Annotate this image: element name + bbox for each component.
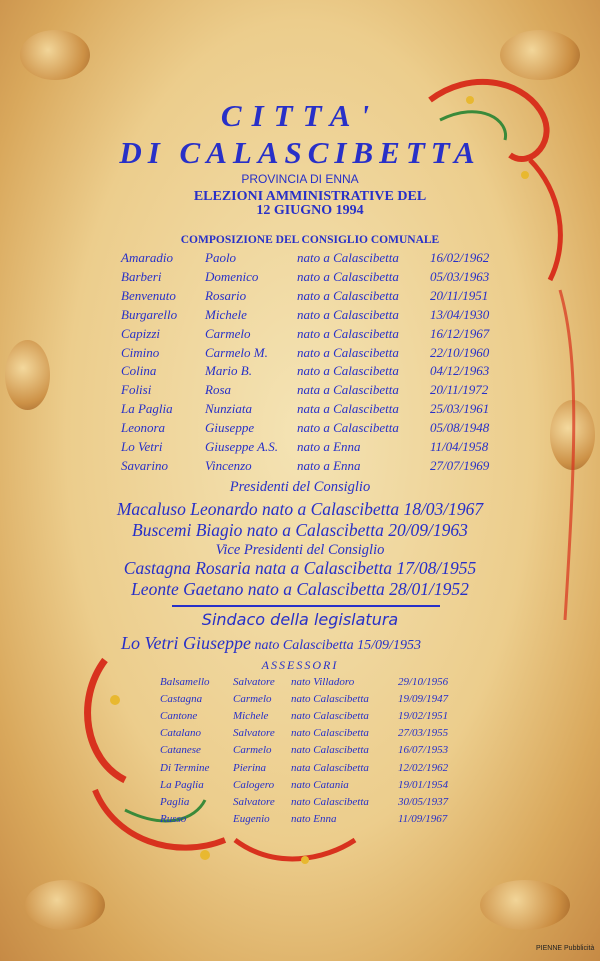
elections-line-2: 12 GIUGNO 1994 bbox=[256, 203, 364, 218]
elections-line-1: ELEZIONI AMMINISTRATIVE DEL bbox=[193, 189, 427, 204]
councillor-name: Paolo bbox=[205, 250, 237, 265]
scroll-curl-bottom-right bbox=[480, 880, 570, 930]
mayor-details: nato Calascibetta 15/09/1953 bbox=[251, 638, 421, 653]
elections-heading bbox=[0, 190, 600, 218]
assessore-birthdate: 11/09/1967 bbox=[398, 812, 448, 825]
assessore-birthplace: nato Calascibetta bbox=[291, 727, 369, 740]
councillor-birthdate: 25/03/1961 bbox=[430, 401, 490, 417]
councillor-birthplace: nato a Calascibetta bbox=[297, 268, 399, 284]
assessore-birthdate: 16/07/1953 bbox=[398, 744, 449, 757]
vice-president-entry: Castagna Rosaria nata a Calascibetta 17/08/1955 bbox=[123, 558, 477, 578]
assessore-name: Pierina bbox=[233, 761, 266, 774]
assessore-name: Eugenio bbox=[233, 812, 270, 825]
councillor-surname: Colina bbox=[121, 363, 157, 379]
councillor-surname: Amaradio bbox=[121, 250, 173, 265]
assessore-birthplace: nato Enna bbox=[291, 812, 337, 825]
councillor-birthdate: 11/04/1958 bbox=[430, 439, 489, 454]
assessore-birthdate: 30/05/1937 bbox=[398, 795, 449, 808]
councillor-name: Michele bbox=[205, 306, 247, 322]
assessore-birthplace: nato Calascibetta bbox=[291, 710, 369, 723]
councillor-birthplace: nata a Calascibetta bbox=[297, 401, 399, 417]
councillor-row bbox=[0, 250, 600, 269]
assessore-row bbox=[0, 676, 600, 693]
assessore-row bbox=[0, 710, 600, 727]
councillor-name: Carmelo bbox=[205, 325, 251, 341]
assessore-name: Salvatore bbox=[233, 795, 275, 808]
assessore-birthplace: nato Calascibetta bbox=[291, 744, 369, 757]
president-entry: Buscemi Biagio nato a Calascibetta 20/09/1963 bbox=[132, 520, 468, 540]
councillor-surname: Lo Vetri bbox=[121, 439, 163, 454]
councillor-birthplace: nato a Calascibetta bbox=[297, 420, 399, 436]
councillor-birthplace: nato a Calascibetta bbox=[297, 287, 399, 303]
councillor-surname: La Paglia bbox=[121, 401, 173, 417]
assessore-surname: Russo bbox=[160, 812, 187, 825]
councillor-name: Nunziata bbox=[205, 401, 252, 417]
assessore-row bbox=[0, 762, 600, 779]
councillor-birthplace: nato a Enna bbox=[297, 439, 361, 454]
councillor-name: Giuseppe bbox=[205, 420, 255, 436]
councillor-row bbox=[0, 382, 600, 401]
councillor-birthdate: 27/07/1969 bbox=[430, 457, 490, 473]
vice-presidents-heading: Vice Presidenti del Consiglio bbox=[215, 542, 385, 558]
councillor-name: Domenico bbox=[205, 268, 259, 284]
councillor-row bbox=[0, 288, 600, 307]
scroll-curl-top-left bbox=[20, 30, 90, 80]
title-line-2: DI CALASCIBETTA bbox=[119, 135, 481, 170]
assessore-birthdate: 19/09/1947 bbox=[398, 693, 449, 706]
councillor-birthdate: 20/11/1951 bbox=[430, 287, 489, 303]
assessore-row bbox=[0, 813, 600, 830]
councillor-birthplace: nato a Enna bbox=[297, 457, 361, 473]
councillor-birthplace: nato a Calascibetta bbox=[297, 344, 399, 360]
councillor-birthdate: 16/12/1967 bbox=[430, 325, 490, 341]
council-composition-heading: COMPOSIZIONE DEL CONSIGLIO COMUNALE bbox=[180, 234, 440, 246]
mayor-entry bbox=[121, 633, 421, 654]
assessore-surname: Catanese bbox=[160, 744, 201, 757]
assessori-heading: ASSESSORI bbox=[261, 658, 339, 672]
assessore-birthdate: 27/03/1955 bbox=[398, 727, 449, 740]
councillor-name: Carmelo M. bbox=[205, 344, 268, 360]
divider bbox=[172, 605, 440, 607]
councillor-surname: Leonora bbox=[121, 420, 166, 436]
assessore-row bbox=[0, 727, 600, 744]
councillor-birthplace: nato a Calascibetta bbox=[297, 250, 399, 265]
assessore-name: Carmelo bbox=[233, 693, 272, 706]
councillor-surname: Folisi bbox=[121, 382, 152, 398]
councillor-name: Vincenzo bbox=[205, 457, 252, 473]
mayor-name: Lo Vetri Giuseppe bbox=[121, 633, 251, 653]
councillor-row bbox=[0, 439, 600, 458]
assessore-row bbox=[0, 796, 600, 813]
councillor-surname: Benvenuto bbox=[121, 287, 176, 303]
assessore-row bbox=[0, 779, 600, 796]
assessore-surname: Paglia bbox=[160, 795, 190, 808]
assessore-birthplace: nata Calascibetta bbox=[291, 761, 369, 774]
assessore-name: Carmelo bbox=[233, 744, 272, 757]
councillor-row bbox=[0, 307, 600, 326]
councillor-birthdate: 04/12/1963 bbox=[430, 363, 490, 379]
assessore-birthdate: 29/10/1956 bbox=[398, 676, 449, 688]
vice-president-entry: Leonte Gaetano nato a Calascibetta 28/01/1952 bbox=[131, 579, 469, 599]
councillor-row bbox=[0, 458, 600, 477]
mayor-heading: Sindaco della legislatura bbox=[201, 610, 399, 629]
councillor-row bbox=[0, 401, 600, 420]
councillor-name: Giuseppe A.S. bbox=[205, 439, 279, 454]
assessore-birthplace: nato Catania bbox=[291, 778, 349, 791]
councillor-birthdate: 05/03/1963 bbox=[430, 268, 490, 284]
assessore-birthplace: nato Villadoro bbox=[291, 676, 355, 688]
councillor-name: Rosario bbox=[205, 287, 247, 303]
councillor-row bbox=[0, 363, 600, 382]
assessore-surname: Di Termine bbox=[160, 761, 210, 774]
councillor-surname: Savarino bbox=[121, 457, 168, 473]
president-entry: Macaluso Leonardo nato a Calascibetta 18/03/1967 bbox=[116, 499, 484, 519]
assessore-birthplace: nato Calascibetta bbox=[291, 693, 369, 706]
assessore-name: Calogero bbox=[233, 778, 275, 791]
councillor-surname: Barberi bbox=[121, 268, 162, 284]
assessore-birthplace: nato Calascibetta bbox=[291, 795, 369, 808]
councillor-name: Rosa bbox=[205, 382, 231, 398]
councillor-row bbox=[0, 420, 600, 439]
assessore-name: Michele bbox=[233, 710, 269, 723]
assessore-name: Salvatore bbox=[233, 676, 275, 688]
councillor-birthdate: 22/10/1960 bbox=[430, 344, 490, 360]
councillor-surname: Cimino bbox=[121, 344, 160, 360]
assessore-birthdate: 12/02/1962 bbox=[398, 761, 449, 774]
councillor-birthdate: 13/04/1930 bbox=[430, 306, 490, 322]
councillor-birthplace: nata a Calascibetta bbox=[297, 382, 399, 398]
councillor-birthdate: 20/11/1972 bbox=[430, 382, 489, 398]
councillor-row bbox=[0, 269, 600, 288]
councillor-birthdate: 16/02/1962 bbox=[430, 250, 490, 265]
councillor-birthplace: nato a Calascibetta bbox=[297, 306, 399, 322]
assessore-surname: Cantone bbox=[160, 710, 198, 723]
assessore-surname: Castagna bbox=[160, 693, 203, 706]
councillor-birthdate: 05/08/1948 bbox=[430, 420, 490, 436]
councillor-row bbox=[0, 345, 600, 364]
assessore-surname: Catalano bbox=[160, 727, 201, 740]
assessore-birthdate: 19/02/1951 bbox=[398, 710, 449, 723]
presidents-heading: Presidenti del Consiglio bbox=[229, 479, 371, 495]
councillor-birthplace: nato a Calascibetta bbox=[297, 363, 399, 379]
assessore-birthdate: 19/01/1954 bbox=[398, 778, 449, 791]
title-line-1: CITTA' bbox=[220, 98, 380, 133]
councillor-birthplace: nato a Calascibetta bbox=[297, 325, 399, 341]
assessore-surname: Balsamello bbox=[160, 676, 210, 688]
assessore-surname: La Paglia bbox=[160, 778, 204, 791]
province: PROVINCIA DI ENNA bbox=[241, 172, 359, 186]
assessore-row bbox=[0, 693, 600, 710]
councillor-row bbox=[0, 326, 600, 345]
printer-logo: PIENNE Pubblicità bbox=[536, 945, 595, 952]
councillor-name: Mario B. bbox=[205, 363, 252, 379]
assessore-name: Salvatore bbox=[233, 727, 275, 740]
assessore-row bbox=[0, 744, 600, 761]
councillor-surname: Burgarello bbox=[121, 306, 178, 322]
councillor-surname: Capizzi bbox=[121, 325, 161, 341]
